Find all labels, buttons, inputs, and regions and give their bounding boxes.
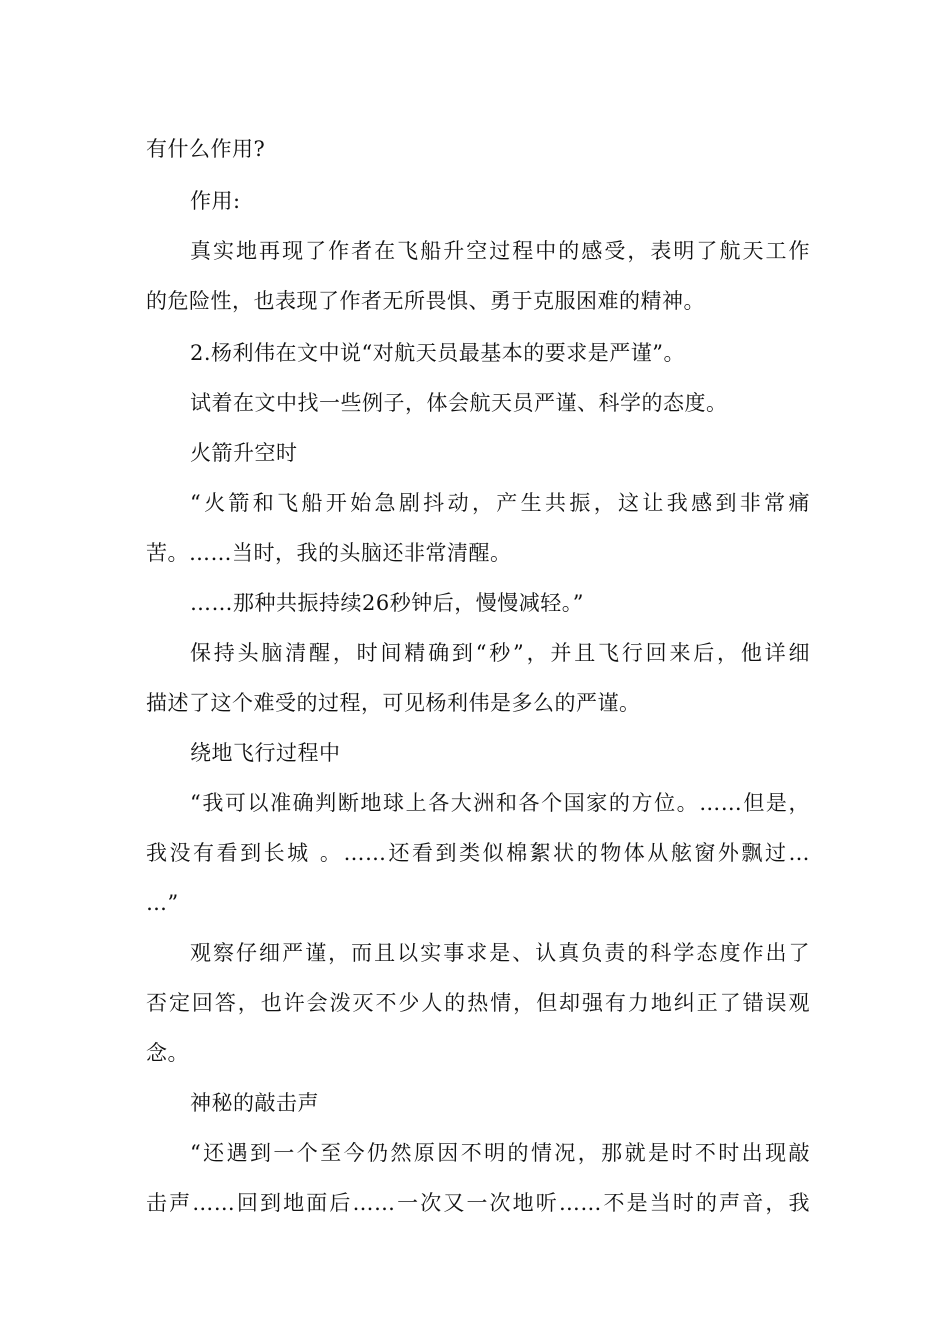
text-line-2: 作用: (190, 189, 241, 213)
section-heading-rocket-launch: 火箭升空时 (190, 441, 298, 465)
text-line-21: “还遇到一个至今仍然原因不明的情况，那就是时不时出现敲 (190, 1141, 810, 1165)
text-line-12: 描述了这个难受的过程，可见杨利伟是多么的严谨。 (146, 691, 641, 715)
text-line-16: …” (146, 891, 179, 915)
section-heading-mysterious-knocking: 神秘的敲击声 (190, 1091, 319, 1115)
text-line-8: “火箭和飞船开始急剧抖动，产生共振，这让我感到非常痛 (190, 491, 810, 515)
text-line-4: 的危险性，也表现了作者无所畏惧、勇于克服困难的精神。 (146, 289, 705, 313)
text-line-11: 保持头脑清醒，时间精确到“秒”，并且飞行回来后，他详细 (190, 641, 810, 665)
text-line-19: 念。 (146, 1041, 189, 1065)
text-line-10: ……那种共振持续26秒钟后，慢慢减轻。” (190, 591, 584, 615)
text-line-15: 我没有看到长城 。……还看到类似棉絮状的物体从舷窗外飘过… (146, 841, 810, 865)
text-line-1: 有什么作用? (146, 137, 266, 161)
text-line-17: 观察仔细严谨，而且以实事求是、认真负责的科学态度作出了 (190, 941, 810, 965)
text-line-6: 试着在文中找一些例子，体会航天员严谨、科学的态度。 (190, 391, 728, 415)
text-line-3: 真实地再现了作者在飞船升空过程中的感受，表明了航天工作 (190, 239, 810, 263)
text-line-14: “我可以准确判断地球上各大洲和各个国家的方位。……但是， (190, 791, 810, 815)
text-line-22: 击声……回到地面后……一次又一次地听……不是当时的声音，我 (146, 1191, 810, 1215)
section-heading-orbit-flight: 绕地飞行过程中 (190, 741, 341, 765)
text-line-18: 否定回答，也许会泼灭不少人的热情，但却强有力地纠正了错误观 (146, 991, 810, 1015)
text-line-9: 苦。……当时，我的头脑还非常清醒。 (146, 541, 512, 565)
text-line-5: 2.杨利伟在文中说“对航天员最基本的要求是严谨”。 (190, 341, 686, 365)
